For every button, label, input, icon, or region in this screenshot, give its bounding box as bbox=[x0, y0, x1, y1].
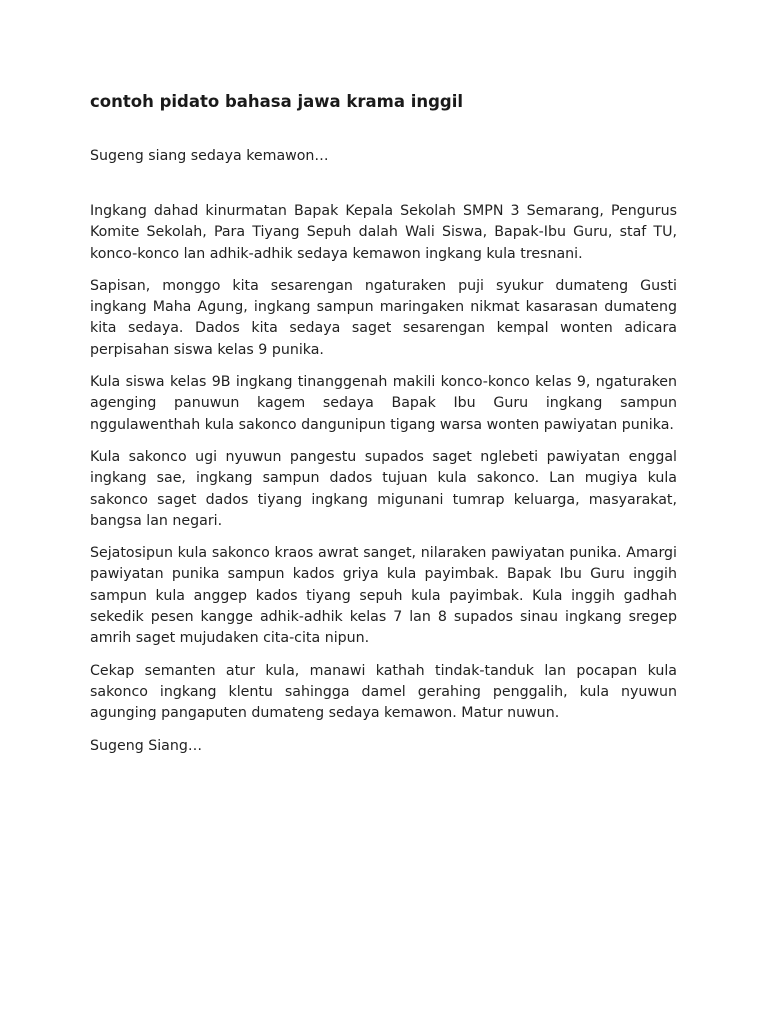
speech-body bbox=[90, 201, 677, 768]
paragraph-farewell: Sejatosipun kula sakonco kraos awrat sanget, nilaraken pawiyatan punika. Amargi pawiyatan punika sampun kados griya kula payimbak. Bapak Ibu Guru inggih sampun kula anggep kados tiyang sepuh kula payimbak. Kula inggih gadhah sekedik pesen kangge adhik-adhik kelas 7 lan 8 supados sinau ingkang sregep amrih saget mujudaken cita-cita nipun. bbox=[90, 545, 677, 647]
closing-greeting: Sugeng Siang… bbox=[90, 737, 203, 754]
paragraph-apology: Cekap semanten atur kula, manawi kathah tindak-tanduk lan pocapan kula sakonco ingkang klentu sahingga damel gerahing penggalih, kula nyuwun agunging pangaputen dumateng sedaya kemawon. Matur nuwun. bbox=[90, 662, 677, 722]
paragraph-salutation: Ingkang dahad kinurmatan Bapak Kepala Sekolah SMPN 3 Semarang, Pengurus Komite Sekolah, Para Tiyang Sepuh dalah Wali Siswa, Bapak-Ibu Guru, staf TU, konco-konco lan adhik-adhik sedaya kemawon ingkang kula tresnani. bbox=[90, 203, 677, 262]
document-title: contoh pidato bahasa jawa krama inggil bbox=[90, 92, 464, 111]
paragraph-gratitude: Sapisan, monggo kita sesarengan ngaturaken puji syukur dumateng Gusti ingkang Maha Agung, ingkang sampun maringaken nikmat kasarasan dumateng kita sedaya. Dados kita sedaya saget sesarengan kempal wonten adicara perpisahan siswa kelas 9 punika. bbox=[90, 277, 677, 358]
paragraph-blessing: Kula sakonco ugi nyuwun pangestu supados saget nglebeti pawiyatan enggal ingkang sae, ingkang sampun dados tujuan kula sakonco. Lan mugiya kula sakonco saget dados tiyang ingkang migunani tumrap keluarga, masyarakat, bangsa lan negari. bbox=[90, 448, 677, 529]
paragraph-thanks-teachers: Kula siswa kelas 9B ingkang tinanggenah makili konco-konco kelas 9, ngaturaken agenging panuwun kagem sedaya Bapak Ibu Guru ingkang sampun nggulawenthah kula sakonco dangunipun tigang warsa wonten pawiyatan punika. bbox=[90, 374, 677, 433]
opening-greeting: Sugeng siang sedaya kemawon… bbox=[90, 148, 329, 164]
